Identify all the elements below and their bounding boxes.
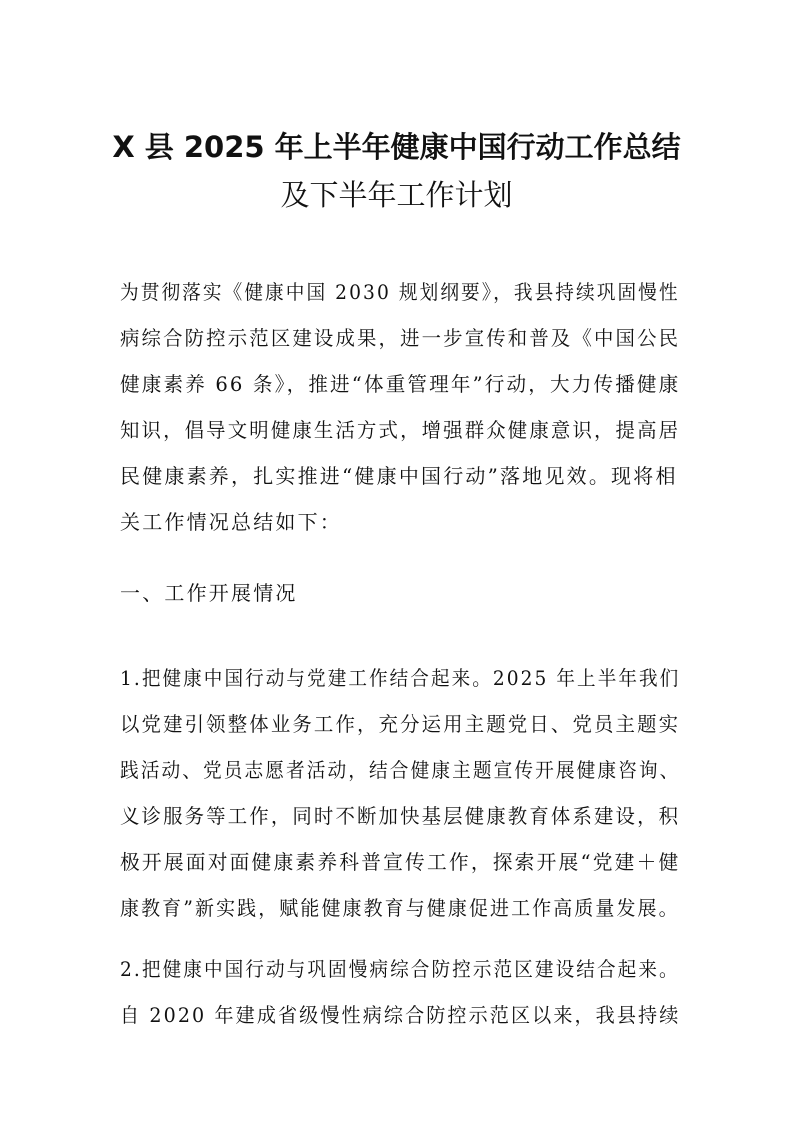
intro-paragraph-line: 健康素养 66 条》，推进“体重管理年”行动，大力传播健康: [120, 372, 681, 396]
item-1-line: 践活动、党员志愿者活动，结合健康主题宣传开展健康咨询、: [120, 758, 681, 782]
intro-paragraph-line: 关工作情况总结如下：: [120, 510, 342, 534]
intro-paragraph-line: 病综合防控示范区建设成果，进一步宣传和普及《中国公民: [120, 326, 681, 350]
intro-paragraph-line: 为贯彻落实《健康中国 2030 规划纲要》，我县持续巩固慢性: [120, 280, 680, 304]
item-1-line: 1.把健康中国行动与党建工作结合起来。2025 年上半年我们: [120, 666, 681, 690]
document-title-line-1: X 县 2025 年上半年健康中国行动工作总结: [112, 130, 681, 164]
item-1-line: 康教育”新实践，赋能健康教育与健康促进工作高质量发展。: [120, 896, 680, 920]
section-heading: 一、工作开展情况: [120, 581, 298, 605]
item-2-line: 自 2020 年建成省级慢性病综合防控示范区以来，我县持续: [120, 1003, 681, 1027]
item-1-line: 极开展面对面健康素养科普宣传工作，探索开展“党建＋健: [120, 850, 681, 874]
item-1-line: 义诊服务等工作，同时不断加快基层健康教育体系建设，积: [120, 804, 681, 828]
document-title-line-2: 及下半年工作计划: [280, 178, 513, 212]
intro-paragraph-line: 知识，倡导文明健康生活方式，增强群众健康意识，提高居: [120, 418, 681, 442]
item-1-line: 以党建引领整体业务工作，充分运用主题党日、党员主题实: [120, 712, 681, 736]
intro-paragraph-line: 民健康素养，扎实推进“健康中国行动”落地见效。现将相: [120, 464, 678, 488]
item-2-line: 2.把健康中国行动与巩固慢病综合防控示范区建设结合起来。: [120, 957, 680, 981]
